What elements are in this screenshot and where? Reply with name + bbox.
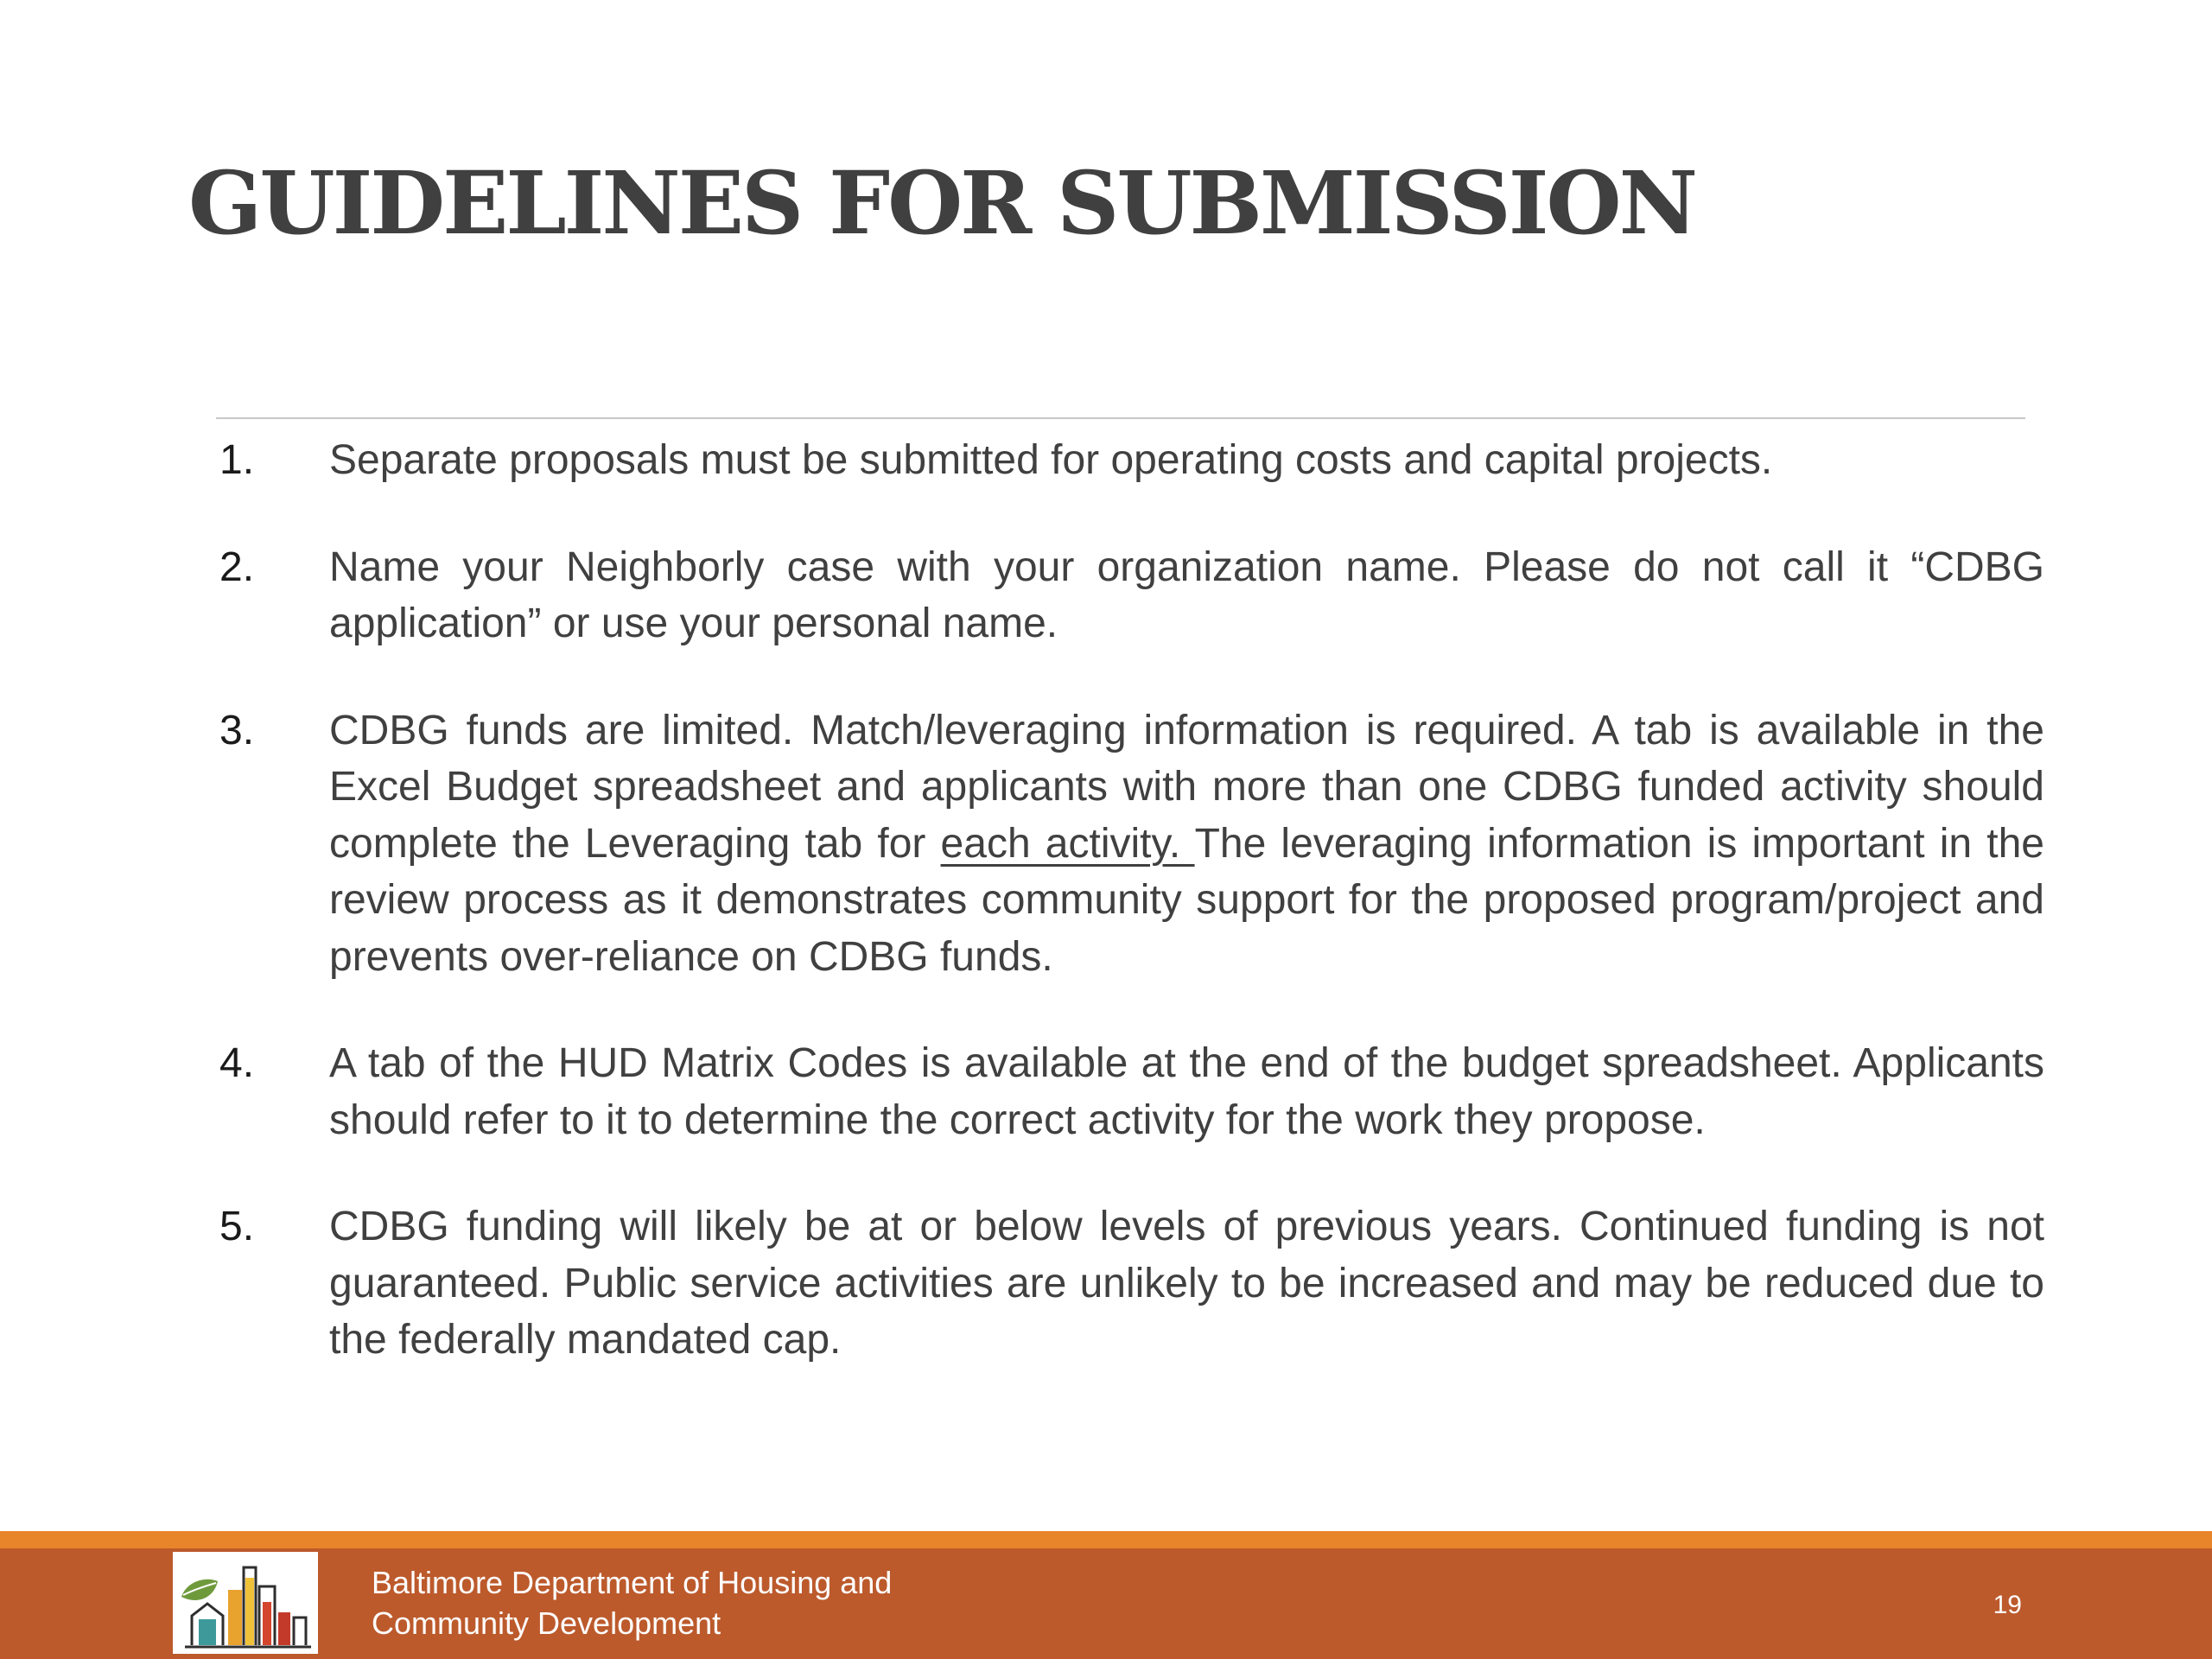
underlined-emphasis: each activity. — [940, 820, 1195, 867]
list-item-text: Name your Neighborly case with your organization name. Please do not call it “CDBG application” or use your personal name. — [329, 543, 2044, 646]
list-item-number: 3. — [219, 707, 255, 753]
footer-organization — [372, 1562, 976, 1643]
list-item-text-before: CDBG funds are limited. Match/leveraging information is required. A tab is available in the Excel Budget spreadsheet and applicants with more than one CDBG funded activity should complete the Leveraging tab for — [329, 707, 2044, 867]
title-divider — [216, 417, 2025, 419]
list-item — [216, 539, 2044, 652]
list-item — [216, 1035, 2044, 1148]
footer-org-line1: Baltimore Department of Housing and — [372, 1565, 893, 1600]
list-item — [216, 1198, 2044, 1369]
list-item-number: 2. — [219, 543, 255, 590]
list-item-text — [329, 702, 2044, 986]
list-item-text: A tab of the HUD Matrix Codes is available at the end of the budget spreadsheet. Applicants should refer to it to determine the correct activity for the work they propose. — [329, 1040, 2044, 1143]
slide-title: GUIDELINES FOR SUBMISSION — [188, 152, 1696, 254]
list-item — [216, 702, 2044, 986]
guidelines-list — [216, 432, 2044, 1369]
list-item-number: 4. — [219, 1040, 255, 1086]
footer-bar — [0, 1548, 2212, 1659]
list-item-number: 5. — [219, 1204, 255, 1249]
page-number: 19 — [1993, 1591, 2022, 1619]
list-item-text-after: The leveraging information is important in the review process as it demonstrates community support for the proposed program/project and prevents over-reliance on CDBG funds. — [329, 820, 2044, 980]
list-item-text: Separate proposals must be submitted for operating costs and capital projects. — [329, 437, 1773, 483]
footer-org-line2: Community Development — [372, 1605, 721, 1641]
list-item-number: 1. — [219, 437, 255, 483]
footer-accent-stripe — [0, 1531, 2212, 1548]
building-leaf-logo-icon — [173, 1552, 318, 1654]
list-item-text: CDBG funding will likely be at or below levels of previous years. Continued funding is not guaranteed. Public service activities are unlikely to be increased and may be reduced due to the federally mandated cap. — [329, 1204, 2044, 1363]
list-item — [216, 432, 2044, 489]
